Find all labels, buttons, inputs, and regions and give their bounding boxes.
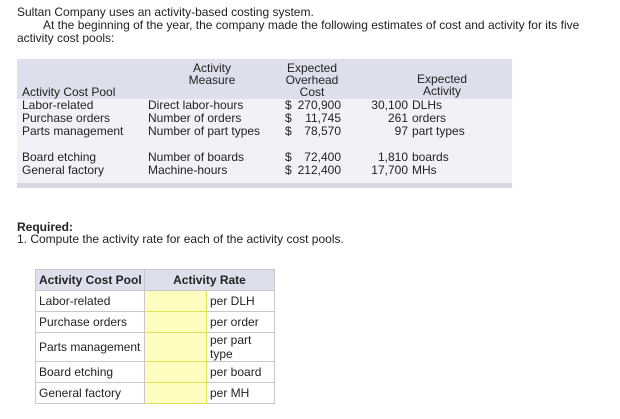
row-cost: 78,570 [304,124,341,138]
header-overhead-line-1: Expected [286,61,338,75]
answer-input-cell [145,362,207,383]
header-expected-activity [407,73,477,97]
answer-row [36,362,275,383]
row-pool: Parts management [22,124,124,138]
row-measure: Direct labor-hours [148,98,244,112]
answer-row-pool: Purchase orders [36,312,145,333]
row-cost-sign: $ [285,98,292,112]
activity-rate-input-parts-management[interactable] [145,338,206,356]
activity-rate-input-labor-related[interactable] [145,292,206,310]
activity-rate-input-purchase-orders[interactable] [145,313,206,331]
answer-input-cell [145,333,207,362]
activity-rate-input-board-etching[interactable] [145,363,206,381]
answer-row-unit: per MH [207,383,275,404]
row-unit: boards [412,150,449,164]
header-activity-line-2: Activity [422,84,461,98]
header-measure-line-2: Measure [188,73,236,87]
row-cost-sign: $ [285,150,292,164]
header-expected-overhead-cost [277,62,347,98]
answer-row-unit: per order [207,312,275,333]
row-pool: Purchase orders [22,111,111,125]
answer-row-pool: Parts management [36,333,145,362]
answer-row [36,312,275,333]
row-qty: 30,100 [371,98,408,112]
row-measure: Number of part types [148,124,261,138]
answer-row [36,383,275,404]
required-title: Required: [17,220,74,234]
row-cost: 11,745 [305,111,341,125]
row-cost: 72,400 [304,150,341,164]
estimates-table [17,59,512,188]
answer-input-cell [145,291,207,312]
answer-row-unit: per DLH [207,291,275,312]
answer-row-unit: per part type [207,333,275,362]
row-unit: DLHs [412,98,443,112]
header-measure-line-1: Activity [192,61,231,75]
header-overhead-line-3: Cost [299,85,325,99]
estimates-table-bottom-bar [17,183,512,188]
row-cost-sign: $ [285,163,292,177]
row-cost: 212,400 [297,163,341,177]
answer-row [36,333,275,362]
answer-row-unit: per board [207,362,275,383]
answer-header-rate: Activity Rate [145,270,275,291]
row-cost-sign: $ [285,124,292,138]
row-pool: Labor-related [22,98,94,112]
row-qty: 97 [394,124,408,138]
required-question: 1. Compute the activity rate for each of the activity cost pools. [17,232,344,246]
answer-header-pool: Activity Cost Pool [36,270,145,291]
header-overhead-line-2: Overhead [285,73,339,87]
intro-line-2: At the beginning of the year, the company made the following estimates of cost and activity for its five [43,18,580,32]
intro-line-3: activity cost pools: [17,31,115,45]
row-unit: orders [412,111,447,125]
answer-row-pool: Board etching [36,362,145,383]
answer-row-pool: Labor-related [36,291,145,312]
header-activity-cost-pool: Activity Cost Pool [22,85,116,99]
row-pool: Board etching [22,150,97,164]
row-cost: 270,900 [297,98,341,112]
row-cost-sign: $ [285,111,292,125]
row-qty: 261 [387,111,408,125]
header-activity-line-1: Expected [416,72,468,86]
answer-input-cell [145,312,207,333]
row-measure: Number of boards [148,150,245,164]
row-pool: General factory [22,163,105,177]
row-qty: 17,700 [371,163,408,177]
answer-row-pool: General factory [36,383,145,404]
activity-rate-input-general-factory[interactable] [145,384,206,402]
row-unit: part types [412,124,465,138]
row-measure: Number of orders [148,111,242,125]
answer-table [35,269,275,404]
answer-input-cell [145,383,207,404]
header-activity-measure [182,62,242,86]
answer-table-header [36,270,275,291]
row-measure: Machine-hours [148,163,228,177]
answer-row [36,291,275,312]
row-qty: 1,810 [377,150,408,164]
intro-line-1: Sultan Company uses an activity-based costing system. [17,5,314,19]
row-unit: MHs [412,163,437,177]
